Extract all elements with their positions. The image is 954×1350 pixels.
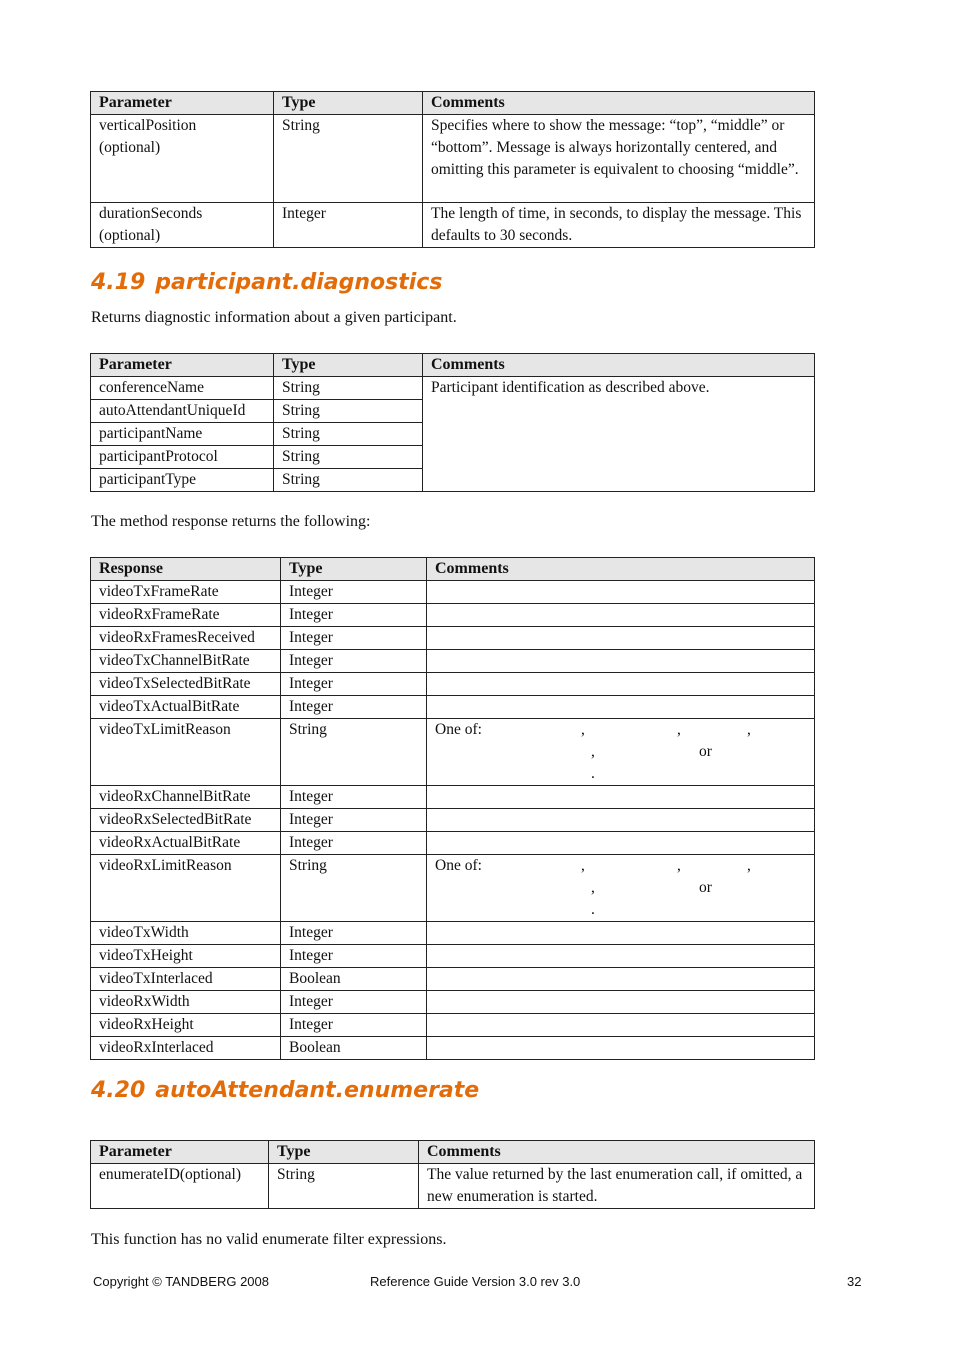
comment-cell: The length of time, in seconds, to display the message. This defaults to 30 seconds.: [423, 203, 815, 248]
type-cell: Integer: [281, 809, 427, 832]
response-name-cell: videoRxActualBitRate: [91, 832, 281, 855]
type-cell: Integer: [281, 650, 427, 673]
type-cell: String: [274, 377, 423, 400]
type-cell: String: [274, 469, 423, 492]
table-row: [91, 696, 815, 719]
table-header: [91, 354, 815, 377]
type-cell: String: [281, 855, 427, 922]
type-cell: String: [274, 423, 423, 446]
comment-cell: [427, 604, 815, 627]
param-cell: [91, 115, 274, 203]
comment-punctuation: ,: [747, 721, 751, 738]
response-name-cell: videoTxHeight: [91, 945, 281, 968]
response-name-cell: videoRxWidth: [91, 991, 281, 1014]
comment-punctuation: ,: [591, 743, 595, 760]
comment-punctuation: ,: [591, 879, 595, 896]
header-type: Type: [281, 558, 427, 581]
table-row: [91, 650, 815, 673]
table-row: [91, 627, 815, 650]
response-name-cell: videoRxLimitReason: [91, 855, 281, 922]
table-row: [91, 922, 815, 945]
comment-cell: Specifies where to show the message: “top”, “middle” or “bottom”. Message is always horizontally centered, and omitting this parameter is equivalent to choosing “middle”.: [423, 115, 815, 203]
table-row: [91, 203, 815, 248]
param-cell: participantType: [91, 469, 274, 492]
table-row: [91, 673, 815, 696]
type-cell: String: [274, 115, 423, 203]
comment-cell: [427, 991, 815, 1014]
response-table: [90, 557, 815, 1060]
type-cell: Boolean: [281, 1037, 427, 1060]
response-name-cell: videoRxInterlaced: [91, 1037, 281, 1060]
type-cell: String: [274, 400, 423, 423]
type-cell: String: [274, 446, 423, 469]
comment-cell: Participant identification as described above.: [423, 377, 815, 492]
parameters-table-2: [90, 353, 815, 492]
response-table-body: [91, 581, 815, 1060]
section-number: 4.19: [91, 270, 146, 295]
response-name-cell: videoTxFrameRate: [91, 581, 281, 604]
response-name-cell: videoRxFrameRate: [91, 604, 281, 627]
header-comments: Comments: [423, 354, 815, 377]
section-number: 4.20: [91, 1078, 146, 1103]
comment-cell: [427, 968, 815, 991]
comment-cell: [427, 809, 815, 832]
header-parameter: Parameter: [91, 1141, 269, 1164]
table-row: [91, 604, 815, 627]
section-heading-4-20: [91, 1078, 479, 1103]
table-header: [91, 558, 815, 581]
param-optional: (optional): [99, 139, 161, 156]
param-cell: autoAttendantUniqueId: [91, 400, 274, 423]
table-row: [91, 1037, 815, 1060]
comment-cell: [427, 945, 815, 968]
response-name-cell: videoTxLimitReason: [91, 719, 281, 786]
type-cell: String: [269, 1164, 419, 1209]
response-name-cell: videoTxChannelBitRate: [91, 650, 281, 673]
parameters-table-1: [90, 91, 815, 248]
comment-lead: One of:: [435, 721, 482, 738]
comment-cell: [427, 696, 815, 719]
type-cell: Boolean: [281, 968, 427, 991]
type-cell: Integer: [281, 627, 427, 650]
table-header: [91, 1141, 815, 1164]
comment-cell: [427, 719, 815, 786]
type-cell: Integer: [281, 945, 427, 968]
section-heading-4-19: [91, 270, 442, 295]
table-row: [91, 1164, 815, 1209]
section-title: participant.diagnostics: [155, 270, 443, 295]
type-cell: Integer: [281, 786, 427, 809]
header-parameter: Parameter: [91, 354, 274, 377]
table-row: [91, 832, 815, 855]
table-row: [91, 377, 815, 400]
response-name-cell: videoTxInterlaced: [91, 968, 281, 991]
table-row: [91, 968, 815, 991]
comment-cell: [427, 1037, 815, 1060]
footer-page-number: 32: [847, 1274, 862, 1289]
parameters-table-4: [90, 1140, 815, 1209]
param-name: verticalPosition: [99, 117, 197, 134]
header-response: Response: [91, 558, 281, 581]
table-row: [91, 855, 815, 922]
comment-cell: [427, 855, 815, 922]
type-cell: Integer: [281, 673, 427, 696]
section-intro: Returns diagnostic information about a given participant.: [91, 309, 457, 326]
comment-punctuation: .: [591, 901, 595, 918]
type-cell: Integer: [281, 922, 427, 945]
param-name: durationSeconds: [99, 205, 203, 222]
comment-punctuation: ,: [581, 857, 585, 874]
table-row: [91, 945, 815, 968]
comment-cell: [427, 627, 815, 650]
comment-cell: [427, 786, 815, 809]
type-cell: Integer: [281, 581, 427, 604]
response-name-cell: videoRxSelectedBitRate: [91, 809, 281, 832]
header-comments: Comments: [427, 558, 815, 581]
response-name-cell: videoRxFramesReceived: [91, 627, 281, 650]
comment-punctuation: ,: [677, 721, 681, 738]
response-name-cell: videoTxActualBitRate: [91, 696, 281, 719]
param-cell: participantProtocol: [91, 446, 274, 469]
table-row: [91, 1014, 815, 1037]
comment-cell: [427, 673, 815, 696]
header-type: Type: [274, 354, 423, 377]
param-cell: enumerateID(optional): [91, 1164, 269, 1209]
header-comments: Comments: [419, 1141, 815, 1164]
section-title: autoAttendant.enumerate: [155, 1078, 480, 1103]
comment-lead: One of:: [435, 857, 482, 874]
header-type: Type: [269, 1141, 419, 1164]
param-cell: participantName: [91, 423, 274, 446]
response-name-cell: videoTxWidth: [91, 922, 281, 945]
comment-cell: [427, 832, 815, 855]
param-optional: (optional): [99, 227, 161, 244]
comment-punctuation: ,: [747, 857, 751, 874]
param-cell: [91, 203, 274, 248]
comment-punctuation: ,: [581, 721, 585, 738]
comment-cell: [427, 1014, 815, 1037]
type-cell: Integer: [281, 991, 427, 1014]
comment-punctuation: ,: [677, 857, 681, 874]
type-cell: String: [281, 719, 427, 786]
table-row: [91, 786, 815, 809]
type-cell: Integer: [281, 604, 427, 627]
table-row: [91, 115, 815, 203]
comment-punctuation: or: [699, 879, 712, 896]
response-intro: The method response returns the following:: [91, 513, 371, 530]
type-cell: Integer: [274, 203, 423, 248]
comment-cell: [427, 922, 815, 945]
response-name-cell: videoTxSelectedBitRate: [91, 673, 281, 696]
footer-version: Reference Guide Version 3.0 rev 3.0: [370, 1274, 581, 1289]
type-cell: Integer: [281, 832, 427, 855]
table-row: [91, 991, 815, 1014]
footer-copyright: Copyright © TANDBERG 2008: [93, 1274, 270, 1289]
header-comments: Comments: [423, 92, 815, 115]
table-row: [91, 719, 815, 786]
comment-cell: [427, 650, 815, 673]
comment-punctuation: or: [699, 743, 712, 760]
response-name-cell: videoRxChannelBitRate: [91, 786, 281, 809]
table-row: [91, 809, 815, 832]
comment-cell: [427, 581, 815, 604]
param-cell: conferenceName: [91, 377, 274, 400]
type-cell: Integer: [281, 1014, 427, 1037]
header-parameter: Parameter: [91, 92, 274, 115]
table-row: [91, 581, 815, 604]
table-header: [91, 92, 815, 115]
comment-punctuation: .: [591, 765, 595, 782]
response-name-cell: videoRxHeight: [91, 1014, 281, 1037]
comment-cell: The value returned by the last enumeration call, if omitted, a new enumeration is started.: [419, 1164, 815, 1209]
header-type: Type: [274, 92, 423, 115]
type-cell: Integer: [281, 696, 427, 719]
closing-text: This function has no valid enumerate filter expressions.: [91, 1231, 447, 1248]
